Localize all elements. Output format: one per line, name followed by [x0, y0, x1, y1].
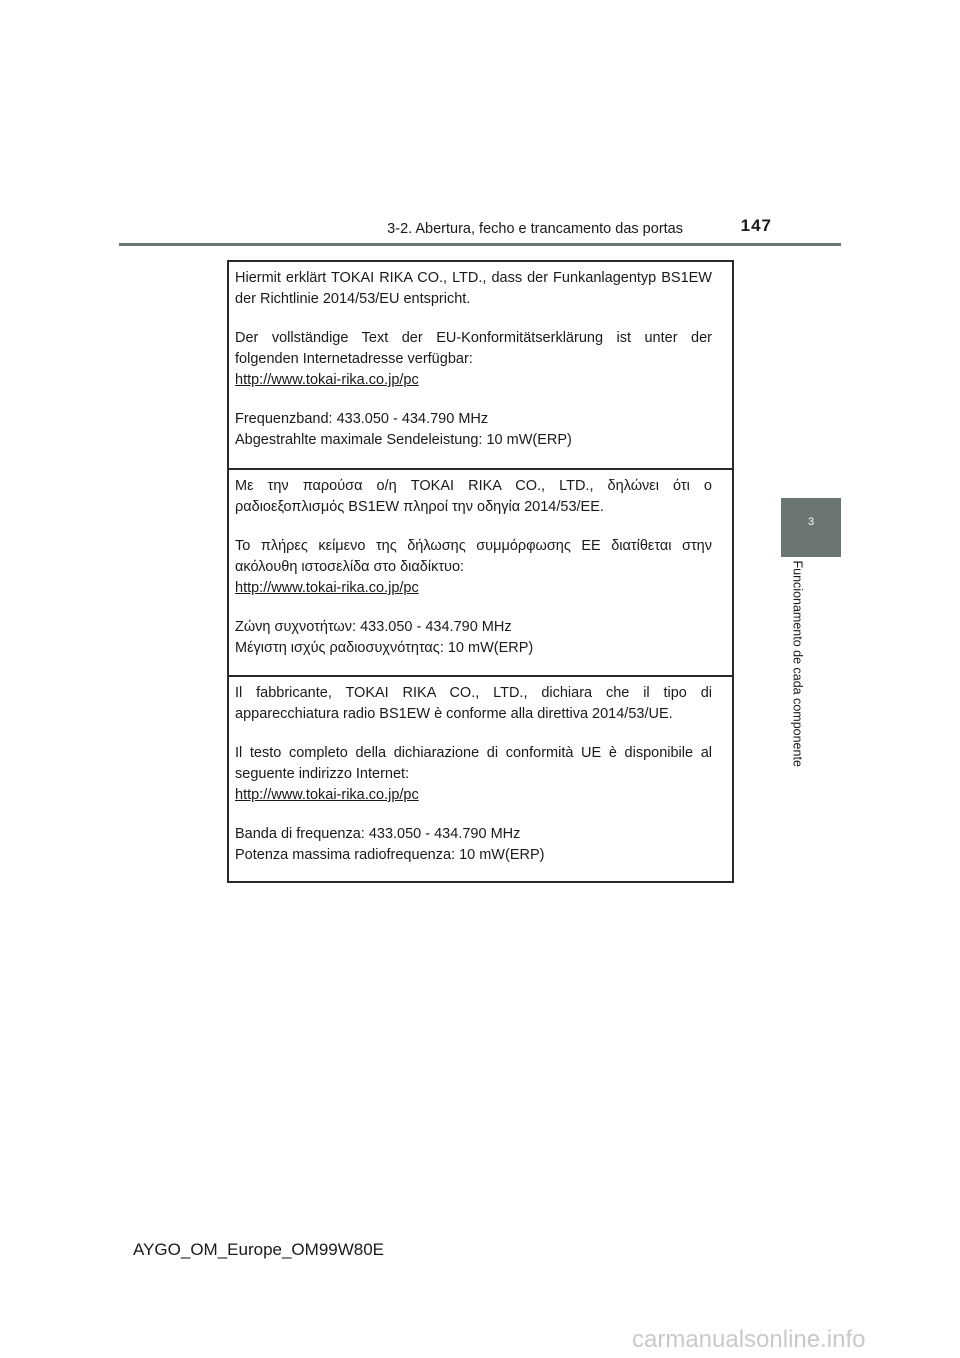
- declaration-url[interactable]: http://www.tokai-rika.co.jp/pc: [235, 580, 419, 596]
- availability-text: Το πλήρες κείμενο της δήλωσης συμμόρφωσης ΕΕ διατίθεται στην ακόλουθη ιστοσελίδα στο διαδίκτυο:: [235, 538, 712, 575]
- chapter-tab: [781, 498, 841, 557]
- max-power: Abgestrahlte maximale Sendeleistung: 10 mW(ERP): [235, 432, 572, 448]
- declaration-text: Hiermit erklärt TOKAI RIKA CO., LTD., dass der Funkanlagentyp BS1EW der Richtlinie 2014/53/EU entspricht.: [235, 270, 712, 307]
- page-number: 147: [740, 216, 772, 235]
- declaration-text: Il fabbricante, TOKAI RIKA CO., LTD., dichiara che il tipo di apparecchiatura radio BS1EW è conforme alla direttiva 2014/53/UE.: [235, 685, 712, 722]
- document-code: AYGO_OM_Europe_OM99W80E: [133, 1240, 385, 1259]
- declaration-section-german: [229, 262, 732, 468]
- frequency-band: Frequenzband: 433.050 - 434.790 MHz: [235, 411, 489, 427]
- max-power: Μέγιστη ισχύς ραδιοσυχνότητας: 10 mW(ERP): [235, 640, 534, 656]
- availability-text: Der vollständige Text der EU-Konformitätserklärung ist unter der folgenden Internetadresse verfügbar:: [235, 330, 712, 367]
- frequency-band: Banda di frequenza: 433.050 - 434.790 MHz: [235, 826, 521, 842]
- chapter-label: Funcionamento de cada componente: [790, 560, 805, 767]
- watermark: carmanualsonline.info: [632, 1326, 866, 1353]
- declaration-url[interactable]: http://www.tokai-rika.co.jp/pc: [235, 787, 419, 803]
- frequency-band: Ζώνη συχνοτήτων: 433.050 - 434.790 MHz: [235, 619, 512, 635]
- eu-declaration-box: [227, 260, 734, 883]
- availability-text: Il testo completo della dichiarazione di conformità UE è disponibile al seguente indirizzo Internet:: [235, 745, 712, 782]
- declaration-text: Με την παρούσα ο/η TOKAI RIKA CO., LTD., δηλώνει ότι ο ραδιοεξοπλισμός BS1EW πληροί την οδηγία 2014/53/ΕΕ.: [235, 478, 712, 515]
- declaration-section-greek: [229, 468, 732, 675]
- max-power: Potenza massima radiofrequenza: 10 mW(ERP): [235, 847, 545, 863]
- chapter-number: 3: [807, 516, 815, 528]
- header-divider: [119, 243, 841, 246]
- declaration-url[interactable]: http://www.tokai-rika.co.jp/pc: [235, 372, 419, 388]
- declaration-section-italian: [229, 675, 732, 881]
- section-title: 3-2. Abertura, fecho e trancamento das portas: [387, 221, 683, 237]
